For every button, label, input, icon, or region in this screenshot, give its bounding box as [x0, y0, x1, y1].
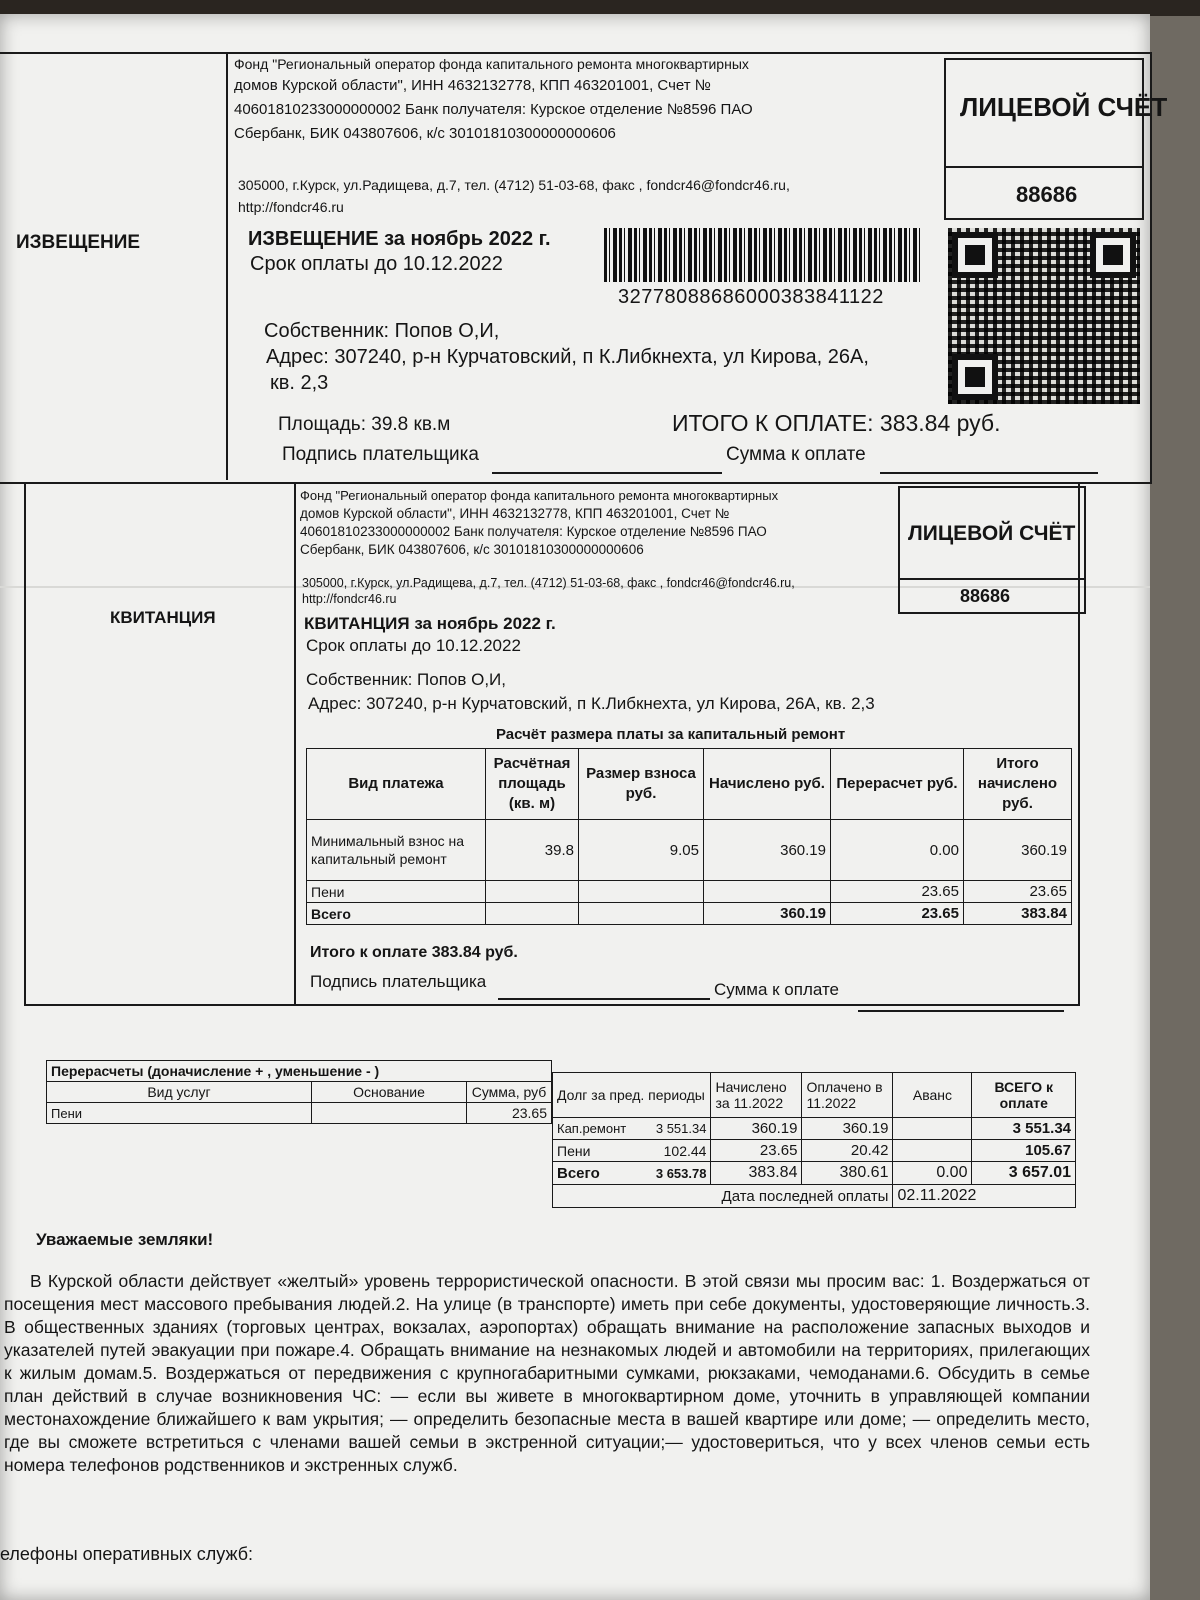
notice-qr-code — [948, 228, 1140, 404]
table-header-row — [47, 1082, 552, 1103]
announcement-text: В Курской области действует «желтый» уровень террористической опасности. В этой связи мы просим вас: 1. Воздержаться от посещения мест массового пребывания людей.2. На улице (в транспорте) иметь при себе документы, удостоверяющие личность.3. В общественных зданиях (торговых центрах, вокзалах, аэропортах) обращать внимание на расположение запасных выходов и указателей путей эвакуации при пожаре.4. Обращать внимание на незнакомых людей и автомобили на территориях, прилегающих к жилым домам.5. Воздержаться от передвижения с крупногабаритными сумками, рюкзаками, чемоданами.6. Обсудить в семье план действий в случае возникновения ЧС: — если вы живете в многоквартирном доме, уточнить в управляющей компании местонахождение ближайшего к вам укрытия; — определить безопасные места в вашей квартире или доме; — определить место, где вы сможете встретиться с членами вашей семьи в экстренной ситуации;— удостовериться, что у всех членов семьи есть номера телефонов родственников и экстренных служб. — [4, 1271, 1090, 1475]
receipt-owner: Собственник: Попов О,И, — [306, 670, 506, 689]
table-row: Кап.ремонт 3 551.34 360.19 360.19 3 551.34 — [553, 1118, 1076, 1140]
table-row: Минимальный взнос на капитальный ремонт 39.8 9.05 360.19 0.00 360.19 — [307, 820, 1072, 881]
receipt-calc-table — [306, 748, 1072, 925]
table-header: Основание — [312, 1082, 467, 1103]
notice-total: ИТОГО К ОПЛАТЕ: 383.84 руб. — [672, 410, 1001, 436]
table-header: Расчётная площадь (кв. м) — [486, 749, 579, 820]
notice-address-line2: кв. 2,3 — [270, 372, 329, 394]
notice-account-label: ЛИЦЕВОЙ СЧЁТ — [960, 92, 1168, 122]
notice-address-line1: Адрес: 307240, р-н Курчатовский, п К.Либкнехта, ул Кирова, 26А, — [266, 346, 869, 368]
table-header: Начислено руб. — [704, 749, 831, 820]
receipt-account-divider — [900, 578, 1084, 580]
notice-sum-label: Сумма к оплате — [726, 444, 866, 465]
receipt-divider — [294, 484, 296, 1006]
announcement-greeting: Уважаемые земляки! — [36, 1230, 214, 1249]
receipt-account-number: 88686 — [960, 586, 1011, 606]
table-header: Аванс — [893, 1073, 972, 1118]
table-row: Пени 102.44 23.65 20.42 105.67 — [553, 1140, 1076, 1162]
receipt-sum-label: Сумма к оплате — [714, 980, 840, 999]
recalc-title: Перерасчеты (доначисление + , уменьшение - ) — [47, 1061, 552, 1082]
notice-barcode-number: 32778088686000383841122 — [618, 286, 884, 308]
notice-account-divider — [946, 166, 1142, 168]
receipt-total: Итого к оплате 383.84 руб. — [310, 944, 518, 961]
table-row: Дата последней оплаты 02.11.2022 — [553, 1185, 1076, 1208]
debt-table — [552, 1072, 1076, 1208]
notice-signature-line — [492, 472, 722, 474]
notice-title: ИЗВЕЩЕНИЕ за ноябрь 2022 г. — [248, 228, 551, 250]
table-header: Сумма, руб — [467, 1082, 552, 1103]
announcement-phones-title: елефоны оперативных служб: — [0, 1544, 254, 1564]
table-header-row — [553, 1073, 1076, 1118]
notice-owner: Собственник: Попов О,И, — [264, 320, 500, 342]
notice-due: Срок оплаты до 10.12.2022 — [250, 253, 503, 275]
receipt-side-label: КВИТАНЦИЯ — [110, 608, 216, 627]
receipt-due: Срок оплаты до 10.12.2022 — [306, 636, 521, 655]
notice-divider — [226, 54, 228, 480]
receipt-signature-label: Подпись плательщика — [310, 972, 487, 991]
recalc-table — [46, 1060, 552, 1124]
table-row: Пени 23.65 23.65 — [307, 881, 1072, 903]
receipt-sum-line — [858, 1010, 1064, 1012]
table-header: Вид услуг — [47, 1082, 312, 1103]
table-header: Долг за пред. периоды — [553, 1073, 711, 1118]
table-header: Размер взноса руб. — [579, 749, 704, 820]
table-header: Перерасчет руб. — [831, 749, 964, 820]
notice-sum-line — [880, 472, 1098, 474]
receipt-account-label: ЛИЦЕВОЙ СЧЁТ — [908, 522, 1076, 545]
notice-side-label: ИЗВЕЩЕНИЕ — [16, 232, 141, 253]
table-header: ВСЕГО к оплате — [972, 1073, 1076, 1118]
notice-signature-label: Подпись плательщика — [282, 444, 479, 465]
table-row: Всего 3 653.78 383.84 380.61 0.00 3 657.01 — [553, 1162, 1076, 1185]
table-row: Пени 23.65 — [47, 1103, 552, 1124]
notice-area: Площадь: 39.8 кв.м — [278, 414, 451, 435]
receipt-address: Адрес: 307240, р-н Курчатовский, п К.Либкнехта, ул Кирова, 26А, кв. 2,3 — [308, 694, 875, 713]
notice-barcode — [604, 228, 920, 282]
table-row: Всего 360.19 23.65 383.84 — [307, 903, 1072, 925]
receipt-signature-line — [498, 998, 710, 1000]
table-header: Оплачено в 11.2022 — [802, 1073, 893, 1118]
table-header: Начислено за 11.2022 — [711, 1073, 802, 1118]
announcement-text-block — [4, 1270, 1090, 1477]
table-header: Итого начислено руб. — [964, 749, 1072, 820]
table-header: Вид платежа — [307, 749, 486, 820]
notice-account-number: 88686 — [1016, 182, 1078, 207]
table-header-row — [307, 749, 1072, 820]
receipt-calc-title: Расчёт размера платы за капитальный ремонт — [496, 726, 846, 743]
receipt-title: КВИТАНЦИЯ за ноябрь 2022 г. — [304, 614, 556, 633]
